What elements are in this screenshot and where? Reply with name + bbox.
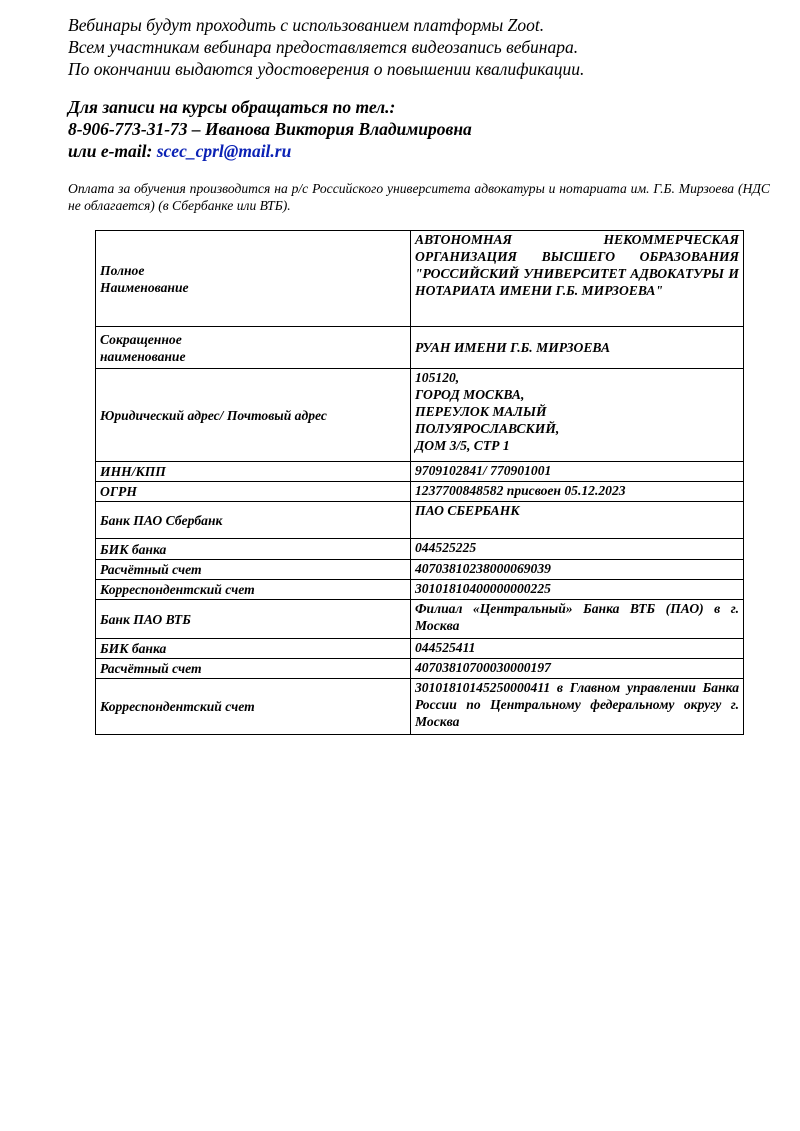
requisite-label: Полное Наименование	[96, 231, 411, 327]
requisite-label: Корреспондентский счет	[96, 580, 411, 600]
email-label: или e-mail:	[68, 141, 157, 161]
table-row	[96, 600, 744, 639]
contacts-block	[68, 96, 748, 162]
contacts-heading: Для записи на курсы обращаться по тел.:	[68, 97, 396, 117]
requisite-label: БИК банка	[96, 639, 411, 659]
payment-note: Оплата за обучения производится на р/с Российского университета адвокатуры и нотариата им. Г.Б. Мирзоева (НДС не облагается) (в Сбербанке или ВТБ).	[68, 181, 770, 213]
table-row	[96, 502, 744, 539]
requisite-label: ОГРН	[96, 482, 411, 502]
requisite-value: 40703810238000069039	[411, 560, 744, 580]
requisite-label: Расчётный счет	[96, 560, 411, 580]
requisite-value: 044525411	[411, 639, 744, 659]
table-row	[96, 560, 744, 580]
requisite-value: 30101810145250000411 в Главном управлении Банка России по Центральному федеральному округу г. Москва	[411, 679, 744, 735]
requisite-label: Сокращенное наименование	[96, 327, 411, 369]
email-link[interactable]: scec_cprl@mail.ru	[156, 141, 292, 161]
requisite-value: 105120, ГОРОД МОСКВА, ПЕРЕУЛОК МАЛЫЙ ПОЛУЯРОСЛАВСКИЙ, ДОМ 3/5, СТР 1	[411, 369, 744, 462]
webinar-platform-text: Вебинары будут проходить с использованием платформы Zoot.	[68, 15, 545, 35]
requisite-value: 044525225	[411, 539, 744, 560]
contact-phone: 8-906-773-31-73 – Иванова Виктория Владимировна	[68, 119, 472, 139]
document-page	[68, 14, 770, 214]
table-row	[96, 659, 744, 679]
requisite-label: Расчётный счет	[96, 659, 411, 679]
table-row	[96, 539, 744, 560]
requisite-label: Банк ПАО ВТБ	[96, 600, 411, 639]
table-row	[96, 679, 744, 735]
requisites-table	[95, 230, 744, 735]
webinar-certificate-text: По окончании выдаются удостоверения о повышении квалификации.	[68, 59, 585, 79]
webinar-recording-text: Всем участникам вебинара предоставляется видеозапись вебинара.	[68, 37, 579, 57]
table-row	[96, 639, 744, 659]
requisite-value: ПАО СБЕРБАНК	[411, 502, 744, 539]
requisite-value: 30101810400000000225	[411, 580, 744, 600]
requisite-label: ИНН/КПП	[96, 462, 411, 482]
requisite-value: 40703810700030000197	[411, 659, 744, 679]
webinar-info	[68, 14, 748, 80]
table-row	[96, 369, 744, 462]
requisite-label: Банк ПАО Сбербанк	[96, 502, 411, 539]
table-row	[96, 580, 744, 600]
table-row	[96, 482, 744, 502]
requisite-value: 9709102841/ 770901001	[411, 462, 744, 482]
table-row	[96, 231, 744, 327]
contact-email-line	[68, 140, 748, 162]
table-row	[96, 327, 744, 369]
requisite-label: Корреспондентский счет	[96, 679, 411, 735]
requisite-value: Филиал «Центральный» Банка ВТБ (ПАО) в г. Москва	[411, 600, 744, 639]
requisite-value: АВТОНОМНАЯ НЕКОММЕРЧЕСКАЯ ОРГАНИЗАЦИЯ ВЫСШЕГО ОБРАЗОВАНИЯ "РОССИЙСКИЙ УНИВЕРСИТЕТ АДВОКАТУРЫ И НОТАРИАТА ИМЕНИ Г.Б. МИРЗОЕВА"	[411, 231, 744, 327]
requisite-value: РУАН ИМЕНИ Г.Б. МИРЗОЕВА	[411, 327, 744, 369]
requisite-label: Юридический адрес/ Почтовый адрес	[96, 369, 411, 462]
requisite-label: БИК банка	[96, 539, 411, 560]
table-row	[96, 462, 744, 482]
requisite-value: 1237700848582 присвоен 05.12.2023	[411, 482, 744, 502]
